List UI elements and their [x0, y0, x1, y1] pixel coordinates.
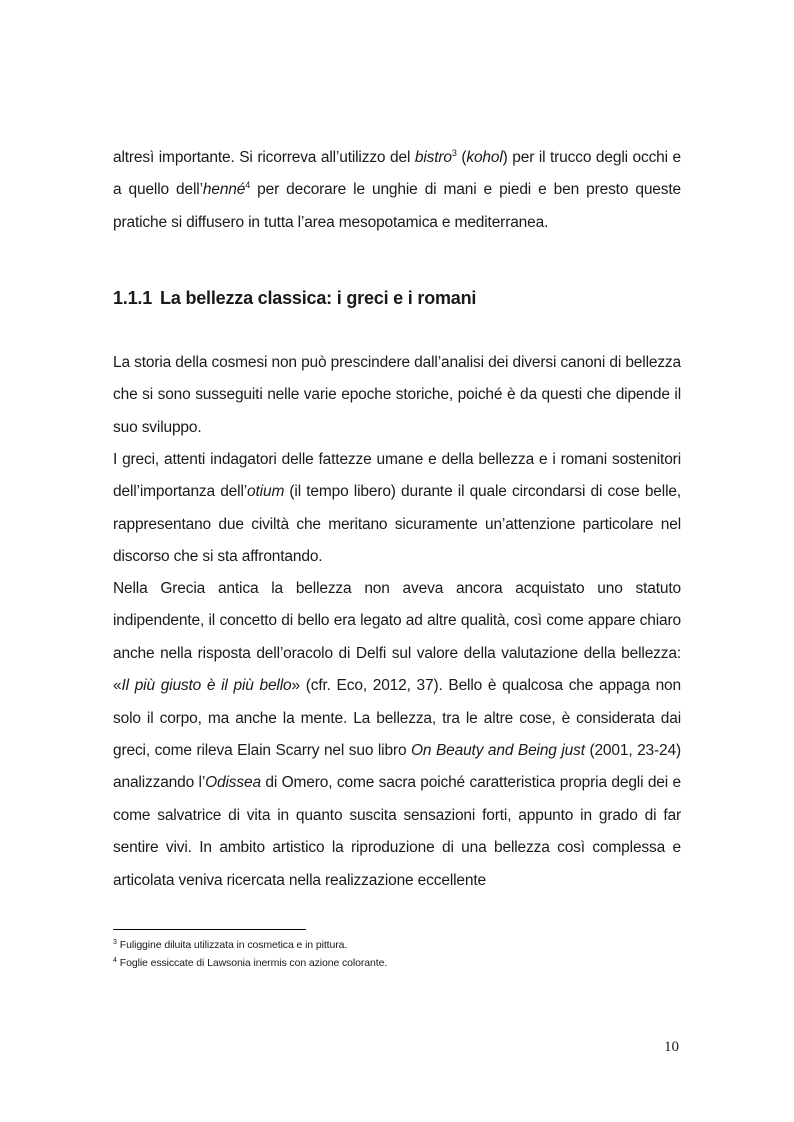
section-title: La bellezza classica: i greci e i romani	[160, 288, 477, 308]
text-run: La storia della cosmesi non può prescindere dall’analisi dei diversi canoni di bellezza che si sono susseguiti nelle varie epoche storiche, poiché è da questi che dipende il suo sviluppo.	[113, 354, 681, 436]
paragraph-cosmesi	[113, 347, 681, 444]
page-number: 10	[664, 1039, 679, 1055]
italic-term: otium	[247, 483, 285, 501]
text-run: (	[456, 149, 467, 166]
footnote-text: Foglie essiccate di Lawsonia inermis con azione colorante.	[119, 957, 388, 969]
footnote-3	[113, 938, 347, 952]
italic-quote: Il più giusto è il più bello	[121, 677, 292, 695]
footnote-ref[interactable]: 4	[245, 180, 251, 191]
text-run: ) per il trucco degli occhi e a quello dell’	[113, 149, 682, 199]
text-run: di Omero, come sacra poiché caratteristica propria degli dei e come salvatrice di vita in quanto suscita sensazioni forti, appunto in grado di far sentire vivi. In ambito artistico la riproduzione di una bellezza così complessa e articolata veniva ricercata nella realizzazione eccellente	[113, 774, 682, 889]
footnote-ref[interactable]: 3	[451, 148, 457, 158]
text-run: Nella Grecia antica la bellezza non aveva ancora acquistato uno statuto indipendente, il concetto di bello era legato ad altre qualità, così come appare chiaro anche nella risposta dell’oracolo di Delfi sul valore della valutazione della bellezza: «	[113, 580, 681, 695]
italic-term: henné	[202, 181, 246, 199]
text-run: altresì importante. Si ricorreva all’utilizzo del	[113, 149, 415, 166]
paragraph-intro	[113, 142, 681, 239]
section-number: 1.1.1	[113, 288, 153, 308]
italic-work-title: Odissea	[205, 774, 261, 792]
text-run: (2001, 23-24) analizzando l’	[113, 742, 681, 792]
italic-term: kohol	[466, 149, 503, 166]
italic-term: bistro	[414, 149, 452, 166]
text-run: I greci, attenti indagatori delle fattezze umane e della bellezza e i romani sostenitori dell’importanza dell’	[113, 451, 681, 501]
footnote-mark: 4	[113, 957, 117, 964]
footnote-text: Fuliggine diluita utilizzata in cosmetica e in pittura.	[119, 939, 348, 951]
footnote-4	[113, 956, 387, 970]
footnote-separator	[113, 929, 306, 930]
footnote-mark: 3	[113, 939, 117, 946]
text-run: » (cfr. Eco, 2012, 37). Bello è qualcosa che appaga non solo il corpo, ma anche la mente. La bellezza, tra le altre cose, è considerata dai greci, come rileva Elain Scarry nel suo libro	[113, 677, 682, 760]
text-run: per decorare le unghie di mani e piedi e ben presto queste pratiche si diffusero in tutta l’area mesopotamica e mediterranea.	[113, 181, 681, 231]
text-run: (il tempo libero) durante il quale circondarsi di cose belle, rappresentano due civiltà che meritano sicuramente un’attenzione particolare nel discorso che si sta affrontando.	[113, 483, 681, 566]
section-heading	[113, 282, 476, 314]
italic-book-title: On Beauty and Being just	[411, 742, 585, 760]
paragraph-greci-romani	[113, 444, 681, 574]
paragraph-grecia-antica	[113, 573, 681, 897]
